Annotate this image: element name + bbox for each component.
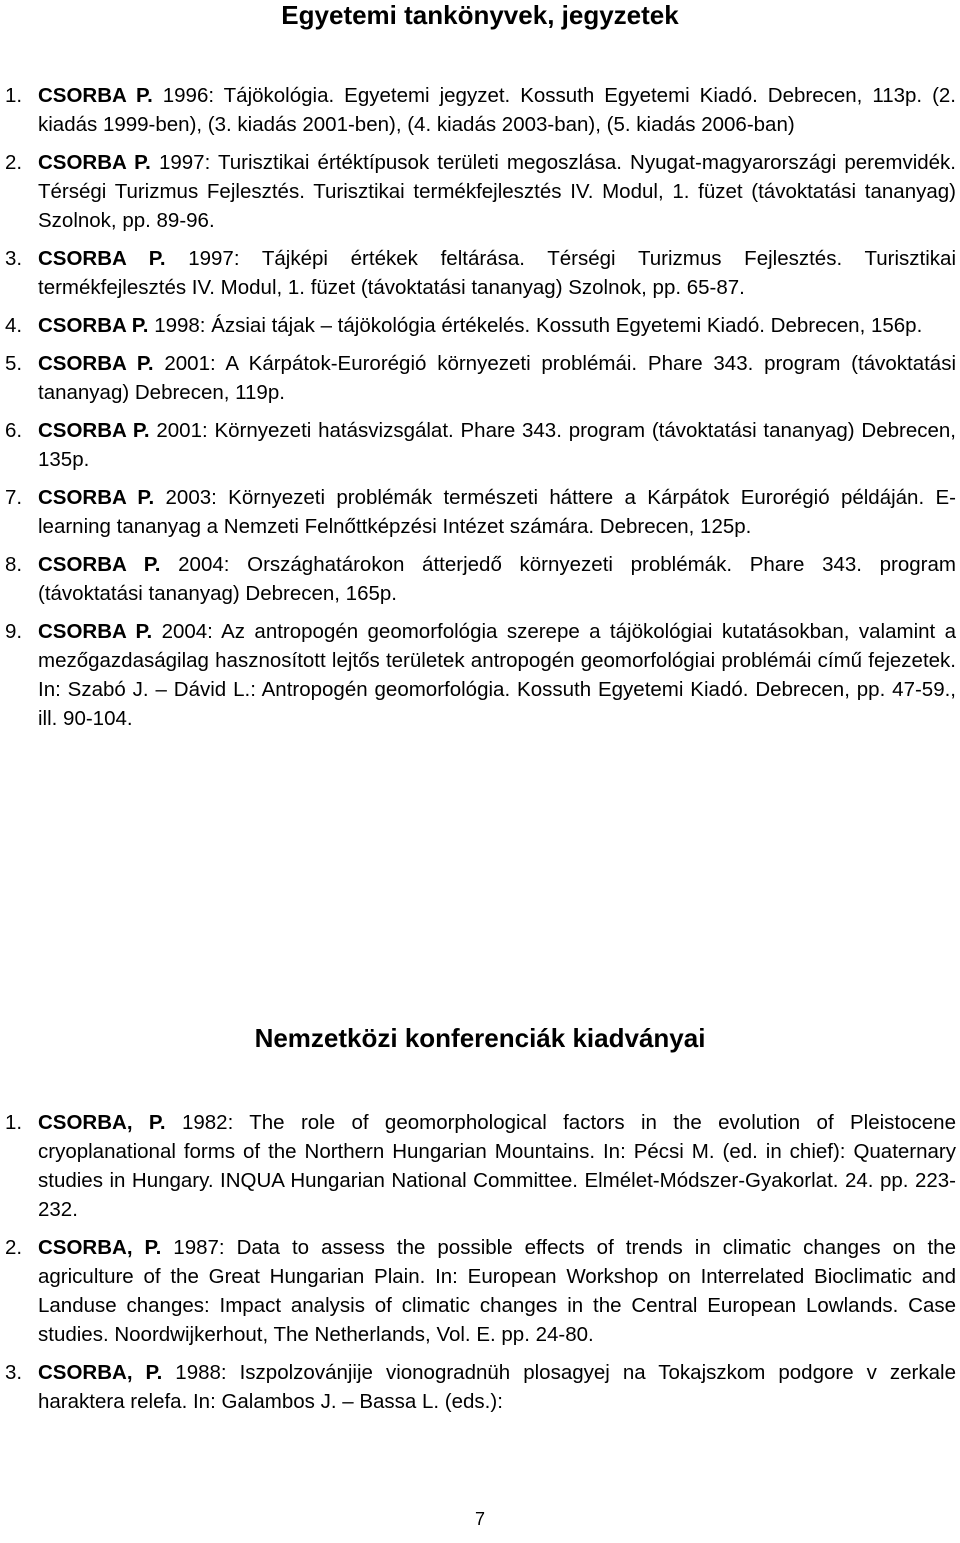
item-author: CSORBA P. xyxy=(38,247,166,270)
section-title-textbooks: Egyetemi tankönyvek, jegyzetek xyxy=(281,0,679,30)
item-text: 2004: Országhatárokon átterjedő környezeti problémák. Phare 343. program (távoktatási tananyag) Debrecen, 165p. xyxy=(38,553,956,605)
item-author: CSORBA, P. xyxy=(38,1111,166,1134)
item-number: 8. xyxy=(5,553,23,576)
list-item xyxy=(0,617,960,733)
list-item xyxy=(0,244,960,302)
item-text: 1998: Ázsiai tájak – tájökológia értékelés. Kossuth Egyetemi Kiadó. Debrecen, 156p. xyxy=(148,314,923,337)
list-item xyxy=(0,1108,960,1224)
item-number: 3. xyxy=(5,1361,23,1384)
item-number: 9. xyxy=(5,620,23,643)
item-author: CSORBA P. xyxy=(38,314,149,337)
list-item xyxy=(0,416,960,474)
item-author: CSORBA P. xyxy=(38,151,151,174)
item-number: 1. xyxy=(5,1111,23,1134)
item-author: CSORBA P. xyxy=(38,620,153,643)
page-number: 7 xyxy=(474,1509,485,1529)
item-author: CSORBA P. xyxy=(38,84,153,107)
item-number: 3. xyxy=(5,247,23,270)
item-text: 1982: The role of geomorphological factors in the evolution of Pleistocene cryoplanational forms of the Northern Hungarian Mountains. In: Pécsi M. (ed. in chief): Quaternary studies in Hungary. INQUA Hungarian National Committee. Elmélet-Módszer-Gyakorlat. 24. pp. 223-232. xyxy=(38,1111,956,1221)
item-text: 2003: Környezeti problémák természeti háttere a Kárpátok Eurorégió példáján. E-learning tananyag a Nemzeti Felnőttképzési Intézet számára. Debrecen, 125p. xyxy=(38,486,957,538)
item-number: 1. xyxy=(5,84,23,107)
item-author: CSORBA, P. xyxy=(38,1361,163,1384)
item-number: 2. xyxy=(5,1236,23,1259)
section-title-conferences: Nemzetközi konferenciák kiadványai xyxy=(254,1023,706,1053)
item-author: CSORBA, P. xyxy=(38,1236,162,1259)
item-text: 1997: Tájképi értékek feltárása. Térségi Turizmus Fejlesztés. Turisztikai termékfejlesztés IV. Modul, 1. füzet (távoktatási tananyag) Szolnok, pp. 65-87. xyxy=(38,247,956,299)
item-text: 1997: Turisztikai értéktípusok területi megoszlása. Nyugat-magyarországi peremvidék. Térségi Turizmus Fejlesztés. Turisztikai termékfejlesztés IV. Modul, 1. füzet (távoktatási tananyag) Szolnok, pp. 89-96. xyxy=(38,151,957,232)
list-item xyxy=(0,1233,960,1349)
list-item xyxy=(0,148,960,235)
item-text: 2001: A Kárpátok-Eurorégió környezeti problémái. Phare 343. program (távoktatási tananyag) Debrecen, 119p. xyxy=(38,352,957,404)
list-item xyxy=(0,550,960,608)
item-number: 7. xyxy=(5,486,23,509)
item-author: CSORBA P. xyxy=(38,553,161,576)
item-number: 6. xyxy=(5,419,23,442)
item-author: CSORBA P. xyxy=(38,352,154,375)
item-text: 1987: Data to assess the possible effects of trends in climatic changes on the agriculture of the Great Hungarian Plain. In: European Workshop on Interrelated Bioclimatic and Landuse changes: Impact analysis of climatic changes in the Central European Lowlands. Case studies. Noordwijkerhout, The Netherlands, Vol. E. pp. 24-80. xyxy=(38,1236,956,1346)
item-number: 2. xyxy=(5,151,23,174)
item-number: 4. xyxy=(5,314,23,337)
item-text: 2001: Környezeti hatásvizsgálat. Phare 343. program (távoktatási tananyag) Debrecen, 135p. xyxy=(38,419,956,471)
list-item xyxy=(0,81,960,139)
list-item xyxy=(0,1358,960,1416)
conferences-list xyxy=(0,1108,960,1425)
item-text: 2004: Az antropogén geomorfológia szerepe a tájökológiai kutatásokban, valamint a mezőgazdaságilag hasznosított lejtős területek antropogén geomorfológiai problémái című fejezetek. In: Szabó J. – Dávid L.: Antropogén geomorfológia. Kossuth Egyetemi Kiadó. Debrecen, pp. 47-59., ill. 90-104. xyxy=(38,620,956,730)
list-item xyxy=(0,311,960,340)
item-text: 1988: Iszpolzovánjije vionogradnüh plosagyej na Tokajszkom podgore v zerkale harakterа relefa. In: Galambos J. – Bassa L. (eds.): xyxy=(38,1361,956,1413)
list-item xyxy=(0,483,960,541)
item-text: 1996: Tájökológia. Egyetemi jegyzet. Kossuth Egyetemi Kiadó. Debrecen, 113p. (2. kiadás 1999-ben), (3. kiadás 2001-ben), (4. kiadás 2003-ban), (5. kiadás 2006-ban) xyxy=(38,84,956,136)
item-author: CSORBA P. xyxy=(38,419,150,442)
item-author: CSORBA P. xyxy=(38,486,155,509)
textbooks-list xyxy=(0,81,960,742)
item-number: 5. xyxy=(5,352,23,375)
list-item xyxy=(0,349,960,407)
